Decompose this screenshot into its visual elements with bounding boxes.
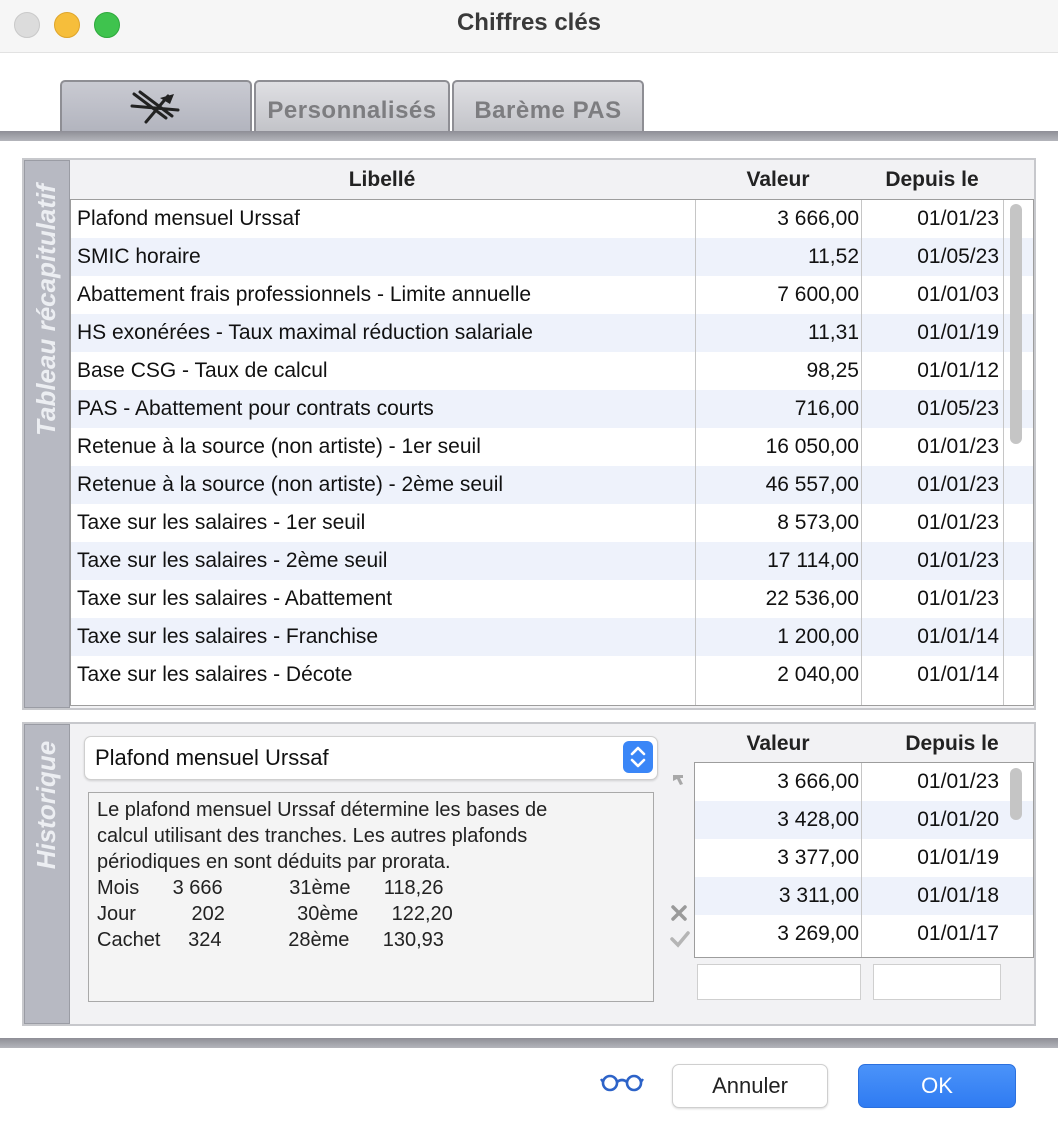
row-valeur: 8 573,00	[777, 511, 859, 534]
move-up-icon[interactable]	[670, 772, 686, 788]
row-depuis: 01/01/23	[917, 207, 999, 230]
row-valeur: 98,25	[806, 359, 859, 382]
tab-bareme-pas[interactable]: Barème PAS	[452, 80, 644, 132]
history-row-valeur: 3 666,00	[777, 770, 859, 793]
table-row[interactable]	[71, 238, 1033, 276]
row-depuis: 01/01/23	[917, 549, 999, 572]
row-depuis: 01/01/14	[917, 625, 999, 648]
row-depuis: 01/01/23	[917, 435, 999, 458]
summary-scrollbar-thumb[interactable]	[1010, 204, 1022, 444]
row-libelle: Base CSG - Taux de calcul	[77, 359, 328, 382]
history-description-box[interactable]	[88, 792, 654, 1002]
history-row-valeur: 3 311,00	[778, 884, 859, 907]
table-row[interactable]	[71, 466, 1033, 504]
row-depuis: 01/05/23	[917, 245, 999, 268]
row-depuis: 01/01/03	[917, 283, 999, 306]
table-row[interactable]	[71, 390, 1033, 428]
history-row-valeur: 3 377,00	[777, 846, 859, 869]
table-row[interactable]	[71, 428, 1033, 466]
row-valeur: 2 040,00	[777, 663, 859, 686]
history-row-depuis: 01/01/19	[917, 846, 999, 869]
table-row[interactable]	[71, 314, 1033, 352]
row-depuis: 01/01/23	[917, 587, 999, 610]
new-value-input[interactable]	[697, 964, 861, 1000]
row-depuis: 01/01/12	[917, 359, 999, 382]
table-row[interactable]	[71, 352, 1033, 390]
crossed-tools-icon	[126, 88, 186, 128]
row-valeur: 22 536,00	[765, 587, 859, 610]
tab-chiffres-cles[interactable]	[60, 80, 252, 132]
validate-check-icon[interactable]	[670, 930, 690, 948]
row-libelle: Plafond mensuel Urssaf	[77, 207, 300, 230]
history-row[interactable]	[695, 915, 1033, 953]
glasses-icon[interactable]	[600, 1072, 644, 1094]
window-title: Chiffres clés	[456, 9, 602, 36]
history-row-depuis: 01/01/18	[917, 884, 999, 907]
cancel-button[interactable]: Annuler	[672, 1064, 828, 1108]
history-select[interactable]	[84, 736, 658, 780]
row-depuis: 01/01/19	[917, 321, 999, 344]
history-row[interactable]	[695, 763, 1033, 801]
summary-side-label: Tableau récapitulatif	[31, 184, 61, 436]
col-header-libelle[interactable]: Libellé	[348, 168, 416, 191]
row-libelle: Taxe sur les salaires - Franchise	[77, 625, 379, 648]
history-row[interactable]	[695, 801, 1033, 839]
history-col-header-valeur[interactable]: Valeur	[746, 732, 810, 755]
history-row-depuis: 01/01/20	[917, 808, 999, 831]
row-libelle: Retenue à la source (non artiste) - 2ème seuil	[77, 473, 504, 496]
row-valeur: 11,31	[808, 321, 859, 344]
row-libelle: Taxe sur les salaires - 2ème seuil	[77, 549, 388, 572]
ok-button[interactable]: OK	[858, 1064, 1016, 1108]
col-header-valeur[interactable]: Valeur	[746, 168, 810, 191]
history-row[interactable]	[695, 839, 1033, 877]
col-header-depuis[interactable]: Depuis le	[885, 168, 979, 191]
row-valeur: 3 666,00	[777, 207, 859, 230]
table-row[interactable]	[71, 542, 1033, 580]
table-row[interactable]	[71, 656, 1033, 694]
row-valeur: 1 200,00	[777, 625, 859, 648]
row-libelle: Abattement frais professionnels - Limite annuelle	[77, 283, 532, 306]
row-libelle: PAS - Abattement pour contrats courts	[77, 397, 434, 420]
tab-baseline	[0, 131, 1058, 141]
row-depuis: 01/01/23	[917, 473, 999, 496]
row-depuis: 01/05/23	[917, 397, 999, 420]
history-table[interactable]	[694, 762, 1034, 958]
history-row-valeur: 3 269,00	[777, 922, 859, 945]
row-valeur: 17 114,00	[767, 549, 859, 572]
row-libelle: Taxe sur les salaires - Abattement	[77, 587, 393, 610]
history-row-depuis: 01/01/17	[917, 922, 999, 945]
row-libelle: SMIC horaire	[77, 245, 201, 268]
row-libelle: Taxe sur les salaires - 1er seuil	[77, 511, 366, 534]
table-row[interactable]	[71, 504, 1033, 542]
table-row[interactable]	[71, 276, 1033, 314]
history-row-valeur: 3 428,00	[777, 808, 859, 831]
table-row[interactable]	[71, 618, 1033, 656]
delete-icon[interactable]	[670, 904, 688, 922]
row-valeur: 716,00	[794, 397, 859, 420]
row-valeur: 7 600,00	[777, 283, 859, 306]
history-select-value: Plafond mensuel Urssaf	[95, 745, 329, 770]
table-row[interactable]	[71, 580, 1033, 618]
history-row-depuis: 01/01/23	[917, 770, 999, 793]
row-valeur: 16 050,00	[765, 435, 859, 458]
row-depuis: 01/01/14	[917, 663, 999, 686]
tab-personnalises[interactable]: Personnalisés	[254, 80, 450, 132]
history-side-label: Historique	[31, 740, 61, 870]
new-date-input[interactable]	[873, 964, 1001, 1000]
history-col-header-depuis[interactable]: Depuis le	[905, 732, 999, 755]
row-valeur: 11,52	[808, 245, 859, 268]
row-valeur: 46 557,00	[765, 473, 859, 496]
table-row[interactable]	[71, 200, 1033, 238]
row-libelle: HS exonérées - Taux maximal réduction salariale	[77, 321, 533, 344]
chevron-updown-icon	[623, 741, 653, 773]
row-depuis: 01/01/23	[917, 511, 999, 534]
summary-table[interactable]	[70, 199, 1034, 706]
history-description-text: Le plafond mensuel Urssaf détermine les bases de calcul utilisant des tranches. Les autres plafonds périodiques en sont déduits par prorata. Mois 3 666 31ème 118,26 Jour 202 30ème 122,20 Cachet 324 28ème 130,93	[97, 799, 548, 951]
history-scrollbar-thumb[interactable]	[1010, 768, 1022, 820]
footer-separator	[0, 1038, 1058, 1048]
row-libelle: Taxe sur les salaires - Décote	[77, 663, 353, 686]
history-row[interactable]	[695, 877, 1033, 915]
row-libelle: Retenue à la source (non artiste) - 1er seuil	[77, 435, 481, 458]
